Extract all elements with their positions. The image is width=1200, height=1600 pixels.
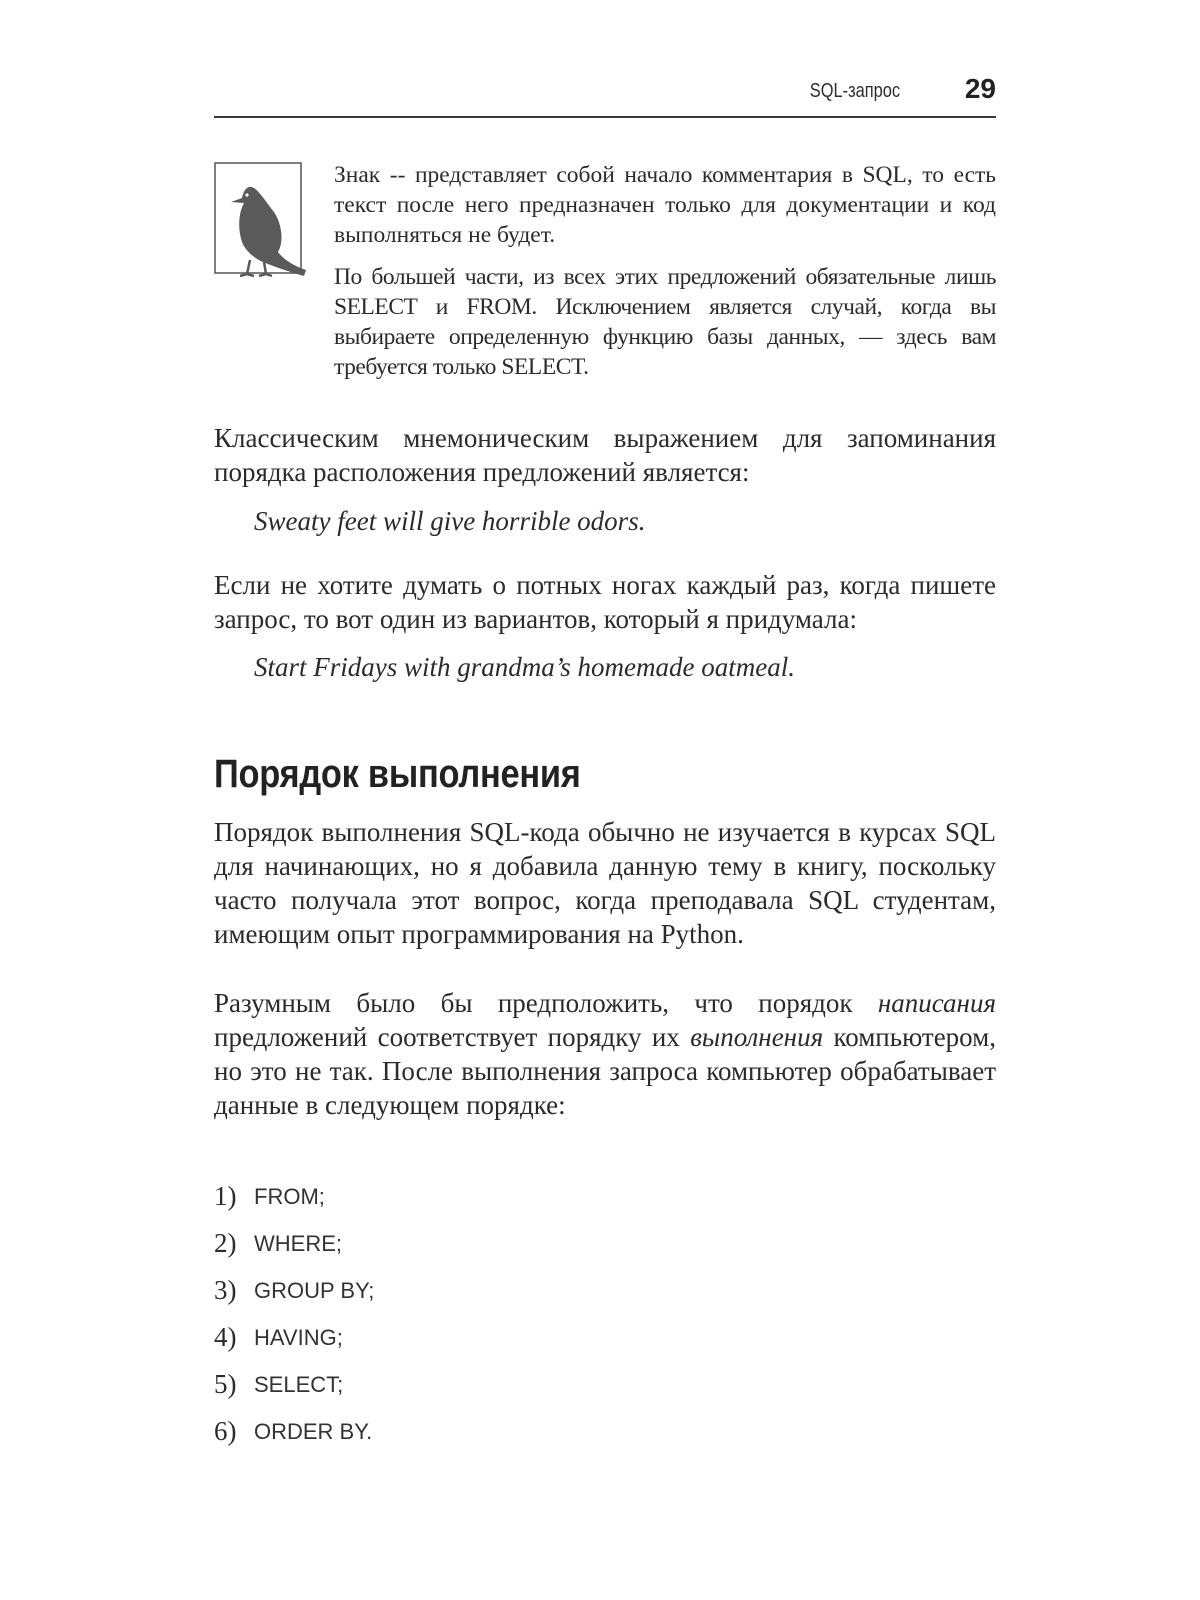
list-item (214, 1314, 374, 1361)
list-item-number: 3) (214, 1275, 237, 1305)
note-paragraph-2-text: По большей части, из всех этих предложений обязательные лишь SELECT и FROM. Исключением является случай, когда вы выбираете определенную функцию базы данных, — здесь вам требуется только SELECT. (334, 264, 996, 380)
list-item-code: SELECT; (254, 1371, 344, 1397)
mnemonic-quote-2: Start Fridays with grandma’s homemade oatmeal. (254, 652, 795, 682)
list-item-code: GROUP BY; (254, 1277, 375, 1303)
list-item-number: 1) (214, 1181, 237, 1211)
section-paragraph-2-part-1: Разумным было бы предположить, что порядок (214, 988, 878, 1018)
list-item-code: HAVING; (254, 1324, 343, 1350)
section-paragraph-2-emphasis-1: написания (877, 988, 996, 1018)
mnemonic-intro: Классическим мнемоническим выражением для запоминания порядка расположения предложений является: (214, 423, 996, 487)
header-section-title: SQL-запрос (809, 80, 900, 102)
page-number: 29 (964, 73, 996, 104)
section-paragraph-2-part-2: предложений соответствует порядку их (214, 1022, 691, 1052)
list-item (214, 1408, 374, 1455)
note-paragraph-2 (334, 262, 996, 382)
list-item-number: 4) (214, 1322, 237, 1352)
book-page (214, 0, 996, 1600)
section-paragraph-2-emphasis-2: выполнения (690, 1022, 824, 1052)
section-title: Порядок выполнения (214, 752, 581, 796)
list-item-code: FROM; (254, 1183, 325, 1209)
note-paragraph-1-text: Знак -- представляет собой начало комментария в SQL, то есть текст после него предназначен только для документации и код выполняться не будет. (334, 162, 996, 248)
crow-icon (214, 162, 306, 278)
note-paragraph-1 (334, 160, 996, 250)
list-item-code: ORDER BY. (254, 1418, 373, 1444)
running-header (214, 66, 996, 118)
list-item (214, 1267, 374, 1314)
mnemonic-alt-intro: Если не хотите думать о потных ногах каждый раз, когда пишете запрос, то вот один из вариантов, который я придумала: (214, 570, 996, 634)
execution-order-list (214, 1173, 374, 1455)
section-paragraph-2 (214, 986, 996, 1122)
mnemonic-quote-1: Sweaty feet will give horrible odors. (254, 506, 646, 536)
list-item (214, 1361, 374, 1408)
list-item (214, 1220, 374, 1267)
list-item-code: WHERE; (254, 1230, 342, 1256)
section-paragraph-2-part-3: компьютером, но это не так. После выполнения запроса компьютер обрабатывает данные в следующем порядке: (214, 1022, 996, 1120)
list-item (214, 1173, 374, 1220)
section-paragraph-1: Порядок выполнения SQL-кода обычно не изучается в курсах SQL для начинающих, но я добавила данную тему в книгу, поскольку часто получала этот вопрос, когда преподавала SQL студентам, имеющим опыт программирования на Python. (214, 817, 996, 949)
list-item-number: 6) (214, 1416, 237, 1446)
list-item-number: 5) (214, 1369, 237, 1399)
list-item-number: 2) (214, 1228, 237, 1258)
